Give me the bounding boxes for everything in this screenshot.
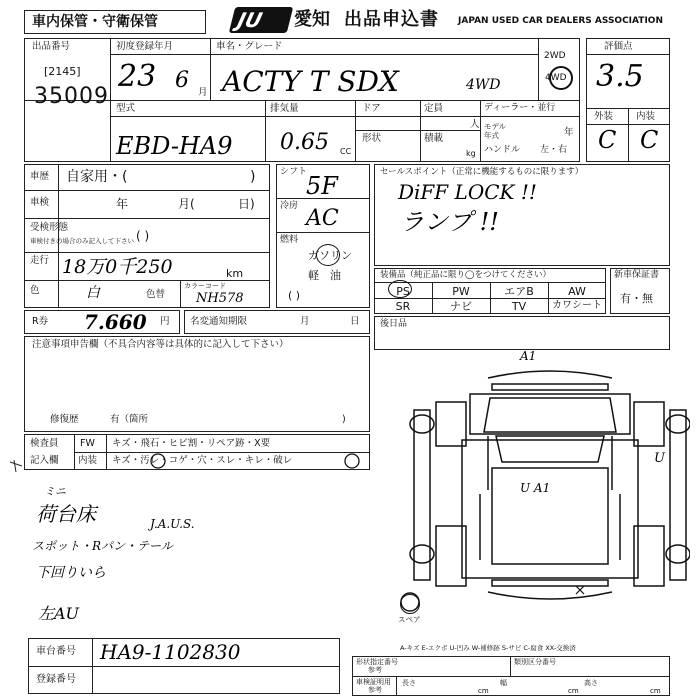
verify-ref: 参考	[368, 686, 382, 694]
verify-width-cm: cm	[568, 687, 579, 695]
shift-label: シフト	[280, 167, 308, 177]
door-label: ドア	[362, 103, 381, 114]
hw-note-5: 下回りいら	[36, 565, 106, 581]
verify-height: 高さ	[584, 679, 598, 687]
verify-length: 長さ	[402, 679, 416, 687]
car-name-value: ACTY T SDX	[222, 65, 399, 98]
shape-spec-ref: 参考	[368, 666, 382, 674]
exterior-label: 外装	[594, 111, 614, 122]
fuel-label: 燃料	[280, 235, 299, 245]
inspection-year: 年	[116, 197, 129, 211]
verify-height-cm: cm	[650, 687, 661, 695]
receive-paren: ( )	[136, 229, 150, 243]
notes-label: 注意事項申告欄（不具合内容等は具体的に記入して下さい）	[32, 339, 289, 350]
hw-note-6: 左AU	[38, 604, 80, 623]
diagram-mark-right: U	[654, 451, 665, 466]
first-reg-label: 初度登録年月	[116, 41, 174, 52]
chassis-label: 車台番号	[36, 646, 76, 657]
ju-logo-text: JU	[235, 8, 265, 32]
sales-point-line1: DiFF LOCK !!	[398, 180, 537, 204]
inspector-fw: FW	[80, 438, 95, 449]
lot-number: 35009	[34, 84, 109, 109]
model-year-unit: 年	[564, 127, 574, 138]
drive-2wd: 2WD	[544, 51, 566, 61]
equipment-label: 装備品（純正品に限り◯をつけてください）	[380, 270, 552, 280]
interior-value: C	[640, 126, 659, 154]
inspector-fw-items: キズ・飛石・ヒビ割・リペア跡・X要	[112, 438, 271, 449]
registration-label: 登録番号	[36, 674, 76, 685]
storage-label: 車内保管・守衛保管	[32, 14, 158, 30]
fuel-gasoline: ガソリン	[308, 249, 352, 262]
handle-label: ハンドル	[484, 145, 521, 155]
equip-navi: ナビ	[450, 300, 472, 313]
sales-point-line2: ランプ !!	[400, 208, 499, 236]
first-reg-unit: 月	[198, 87, 208, 98]
first-reg-month: 6	[175, 68, 189, 93]
hw-note-4: スポット・Rパン・テール	[32, 539, 173, 553]
handle-lr: 左・右	[540, 145, 568, 155]
recycle-unit: 円	[160, 316, 170, 327]
class-spec-label: 類別区分番号	[514, 658, 556, 666]
history-value: 自家用・(	[66, 169, 128, 185]
fuel-gasoline-circle	[316, 244, 340, 266]
damage-legend: A-キズ E-エクボ U-凹み W-補修跡 S-サビ C-腐食 XX-交換済	[400, 644, 576, 652]
dealer-label: ディーラー・並行	[484, 103, 556, 113]
load-capacity-unit: kg	[466, 149, 476, 158]
repair-label: 修復歴	[50, 414, 79, 425]
fuel-paren: ( )	[288, 289, 301, 302]
displacement-value: 0.65	[280, 130, 329, 155]
drive-4wd: 4WD	[545, 73, 567, 83]
color-code-value: NH578	[196, 291, 244, 306]
inspection-label: 車検	[30, 197, 50, 208]
equip-ps: PS	[396, 285, 410, 298]
equip-sr: SR	[395, 300, 411, 313]
ac-value: AC	[306, 206, 339, 231]
equip-airbag: エアB	[504, 285, 534, 298]
receive-note: 車検付きの場合のみ記入して下さい	[30, 237, 134, 245]
exterior-value: C	[598, 126, 617, 154]
recycle-label: R券	[32, 316, 49, 327]
lot-label: 出品番号	[32, 41, 71, 52]
grade-value: 3.5	[596, 59, 644, 94]
chassis-value: HA9-1102830	[100, 640, 241, 664]
spare-label: スペア	[398, 615, 421, 624]
spare-circle	[400, 594, 420, 614]
mileage-value: 18万0千250	[62, 256, 173, 278]
shift-value: 5F	[306, 172, 338, 200]
car-drive-value: 4WD	[466, 77, 501, 93]
hw-note-3: J.A.U.S.	[150, 517, 195, 531]
displacement-unit: CC	[340, 147, 352, 156]
grade-label: 評価点	[604, 41, 633, 52]
displacement-label: 排気量	[270, 103, 299, 114]
inspector-naiso: 内装	[78, 455, 98, 466]
color-value: 白	[86, 285, 100, 301]
verify-length-cm: cm	[478, 687, 489, 695]
capacity-unit: 人	[470, 119, 480, 130]
drive-circle	[549, 66, 573, 90]
mileage-unit: km	[226, 267, 244, 280]
color-change-label: 色替	[146, 289, 166, 300]
warranty-value: 有・無	[620, 292, 653, 305]
first-reg-year: 23	[118, 59, 157, 94]
interior-label: 内装	[636, 111, 656, 122]
warranty-label: 新車保証書	[614, 270, 660, 280]
ac-label: 冷房	[280, 201, 299, 211]
car-name-label: 車名・グレード	[216, 41, 283, 52]
equip-leather: カワシート	[552, 300, 602, 311]
body-shape-label: 形状	[362, 133, 382, 144]
inspector-marks	[110, 452, 370, 470]
equip-aw: AW	[568, 285, 586, 298]
history-label: 車歴	[30, 171, 50, 182]
model-value: EBD-HA9	[116, 132, 233, 160]
sales-point-label: セールスポイント（正常に機能するものに限ります）	[380, 167, 584, 177]
verify-label: 車検証明用	[356, 678, 391, 686]
inspector-title-2: 記入欄	[30, 455, 59, 466]
fuel-light-oil: 軽 油	[308, 269, 341, 282]
equip-tv: TV	[511, 300, 527, 313]
receive-label: 受検形態	[30, 222, 69, 233]
repair-value: 有（箇所	[110, 414, 149, 425]
org-jp: 愛知	[294, 9, 330, 30]
recycle-value: 7.660	[84, 310, 147, 334]
hw-strokes	[4, 452, 44, 522]
history-close: )	[250, 169, 256, 185]
inspection-day: 日)	[238, 197, 255, 211]
load-capacity-label: 積載	[424, 133, 444, 144]
inspection-month: 月(	[178, 197, 195, 211]
hw-note-2: 荷台床	[36, 502, 96, 526]
diagram-mark-top: A1	[520, 349, 537, 363]
name-change-day: 日	[350, 316, 360, 327]
name-change-month: 月	[300, 316, 310, 327]
sheet-title: 出品申込書	[344, 9, 439, 30]
later-entry-label: 後日品	[380, 319, 408, 329]
model-year-label: モデル年式	[484, 122, 507, 140]
lot-code: [2145]	[44, 65, 81, 78]
org-en: JAPAN USED CAR DEALERS ASSOCIATION	[458, 16, 663, 26]
hw-note-1: ミニ	[44, 485, 66, 498]
verify-width: 幅	[500, 679, 507, 687]
color-code-label: カラーコード	[184, 282, 226, 290]
capacity-label: 定員	[424, 103, 444, 114]
diagram-mark-center: U A1	[520, 481, 551, 495]
mileage-label: 走行	[30, 255, 50, 266]
inspector-title-1: 検査員	[30, 438, 59, 449]
later-entry-box	[374, 316, 670, 350]
name-change-label: 名変通知期限	[190, 316, 248, 327]
inspector-naiso-items: キズ・汚レ・コゲ・穴・スレ・キレ・破レ	[112, 455, 293, 466]
color-label: 色	[30, 285, 40, 296]
shape-spec-label: 形状指定番号	[356, 658, 398, 666]
model-label: 型式	[116, 103, 136, 114]
equip-pw: PW	[452, 285, 470, 298]
equip-ps-circle	[388, 280, 412, 298]
repair-close: )	[342, 414, 346, 425]
